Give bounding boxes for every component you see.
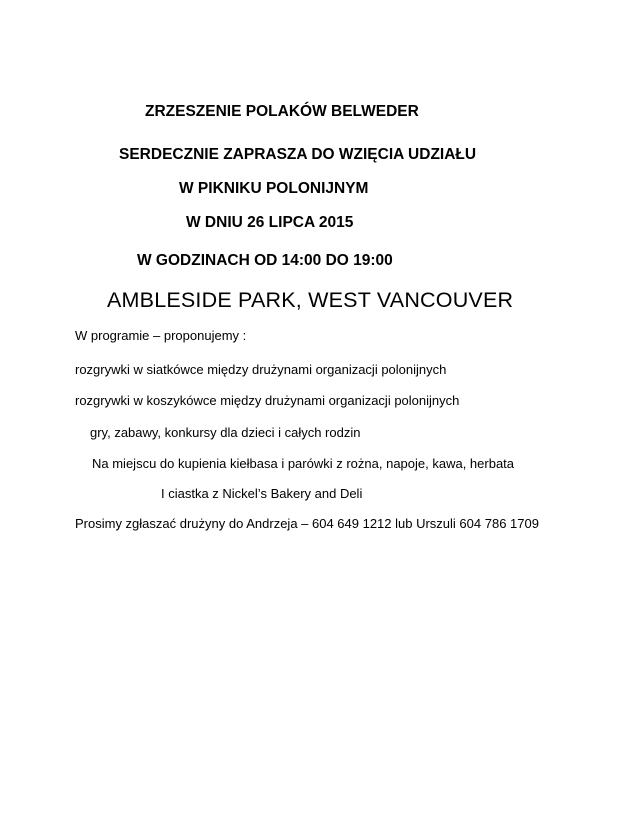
organization-title: ZRZESZENIE POLAKÓW BELWEDER xyxy=(145,103,419,120)
program-item-basketball: rozgrywki w koszykówce między drużynami organizacji polonijnych xyxy=(75,393,460,408)
event-hours: W GODZINACH OD 14:00 DO 19:00 xyxy=(137,252,393,269)
contact-line: Prosimy zgłaszać drużyny do Andrzeja – 604 649 1212 lub Urszuli 604 786 1709 xyxy=(75,516,539,531)
program-item-volleyball: rozgrywki w siatkówce między drużynami organizacji polonijnych xyxy=(75,362,447,377)
invitation-line: SERDECZNIE ZAPRASZA DO WZIĘCIA UDZIAŁU xyxy=(119,146,477,163)
event-date: W DNIU 26 LIPCA 2015 xyxy=(186,214,354,231)
venue-location: AMBLESIDE PARK, WEST VANCOUVER xyxy=(107,288,514,312)
program-intro: W programie – proponujemy : xyxy=(75,328,247,343)
program-item-bakery: I ciastka z Nickel’s Bakery and Deli xyxy=(161,486,363,501)
program-item-food: Na miejscu do kupienia kiełbasa i parówki z rożna, napoje, kawa, herbata xyxy=(92,456,515,471)
event-name: W PIKNIKU POLONIJNYM xyxy=(179,180,369,197)
program-item-games: gry, zabawy, konkursy dla dzieci i całych rodzin xyxy=(90,425,361,440)
